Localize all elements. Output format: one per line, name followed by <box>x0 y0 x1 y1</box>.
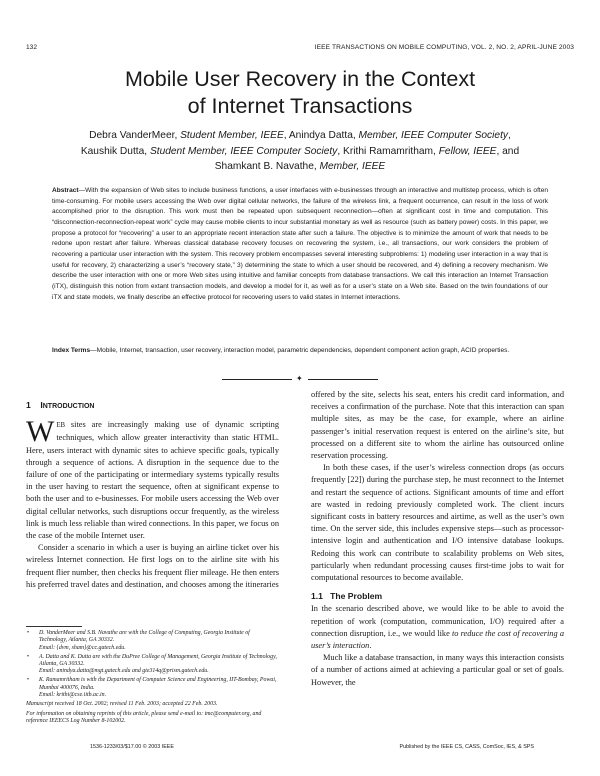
separator-rule-left <box>222 379 292 380</box>
index-terms-label: Index Terms <box>52 347 91 354</box>
intro-paragraph-2: Consider a scenario in which a user is buying an airline ticket over his wireless Internet connection. He first logs on to the airline site with his frequent flier number, then checks his frequent flier mileage. He then enters his preferred travel dates and destination, and chooses among the itineraries <box>26 543 279 589</box>
author-line-3 <box>20 159 580 175</box>
section-separator <box>222 376 378 384</box>
section-heading-introduction: 1 INTRODUCTION <box>26 400 95 410</box>
index-terms <box>52 346 548 357</box>
page-footer <box>26 744 574 752</box>
author-affiliation: Student Member, IEEE <box>180 130 284 141</box>
footnote-affiliation-1: • D. VanderMeer and S.B. Navathe are with the College of Computing, Georgia Institute of Technology, Atlanta, GA 30332. Email: {dvm, sham}@cc.gatech.edu. <box>27 630 250 651</box>
intro-paragraph-3: offered by the site, selects his seat, enters his credit card information, and receives a confirmation of the purchase. Note that this interaction can span multiple sites, as may be the case, for example, where an airline passenger’s initial reservation request is entered on the airline’s site, but processed on a different site to whom the airline has outsourced online reservation processing. <box>311 390 564 461</box>
drop-cap: W <box>26 415 55 449</box>
intro-paragraph-1: WEB sites are increasingly making use of dynamic scripting techniques, which allow greater interactivity than static HTML. Here, users interact with dynamic sites to achieve specific goals, typically through a sequence of actions. A disruption in the sequence due to the failure of one of the participating or intermediary systems typically results in the user having to restart the sequence, often at significant expense to both the user and to e-businesses. For mobile users accessing the Web over digital cellular networks, such disruptions occur frequently, as the wireless link is much less reliable than wired connections. In this paper, we focus on the case of the mobile Internet user. <box>26 415 279 541</box>
footnote-rule <box>26 626 82 627</box>
title-line-2: of Internet Transactions <box>187 94 413 118</box>
diamond-icon: ✦ <box>296 374 303 383</box>
left-column <box>26 399 279 591</box>
author-name: , Krithi Ramamritham, <box>337 145 439 157</box>
reprint-info: For information on obtaining reprints of this article, please send e-mail to: tmc@computer.org, and reference IEEECS Log Number 8-102002. <box>26 710 262 725</box>
running-header <box>26 44 574 54</box>
abstract <box>52 186 548 303</box>
footnotes <box>26 630 279 726</box>
author-affiliation: Fellow, IEEE <box>438 145 497 157</box>
footnote-affiliation-2: • A. Datta and K. Dutta are with the DuPree College of Management, Georgia Institute of Technology, Atlanta, GA 30332. Email: anindya.datta@mgt.gatech.edu and gte314q@prism.gatech.edu. <box>27 653 277 675</box>
problem-paragraph-1: In the scenario described above, we would like to be able to avoid the repetition of work (computation, communication, I/O) required after a connection disruption, i.e., we would like to reduce the cost of recovering a user’s interaction. <box>311 604 564 651</box>
problem-paragraph-2: Much like a database transaction, in many ways this interaction consists of a number of actions aimed at achieving a particular goal or set of goals. However, the <box>311 653 564 687</box>
footnote-affiliation-3: • K. Ramamritham is with the Department of Computer Science and Engineering, IIT-Bombay, Powai, Mumbai 400076, India. Email: krithi@cse.iitb.ac.in. <box>27 677 277 699</box>
manuscript-dates: Manuscript received 18 Oct. 2002; revised 11 Feb. 2003; accepted 22 Feb. 2003. <box>26 701 218 708</box>
author-affiliation: Student Member, IEEE Computer Society <box>149 145 338 157</box>
publisher-line: Published by the IEEE CS, CASS, ComSoc, IES, & SPS <box>399 744 534 750</box>
author-name: , Anindya Datta, <box>283 130 359 141</box>
subsection-heading-problem: 1.1 The Problem <box>311 591 383 602</box>
title-line-1: Mobile User Recovery in the Context <box>124 67 476 91</box>
author-list <box>20 128 580 175</box>
author-affiliation: Member, IEEE Computer Society <box>358 130 509 141</box>
author-name: Debra VanderMeer, <box>89 130 181 141</box>
right-column <box>311 389 564 689</box>
author-name: Shamkant B. Navathe, <box>214 161 320 172</box>
author-name: Kaushik Dutta, <box>80 145 150 157</box>
author-line-1: Debra VanderMeer, Student Member, IEEE, Anindya Datta, Member, IEEE Computer Society, <box>89 130 511 141</box>
abstract-text: —With the expansion of Web sites to include business functions, a user interfaces with e-businesses through an interactive and multistep process, which is often time-consuming. For mobile users accessing the Web over digital cellular networks, the failure of the wireless link, a frequent occurrence, can result in the loss of work accomplished prior to the disruption. This work must then be repeated upon subsequent reconnection—often at significant cost in time and computation. This “disconnection-reconnection-repeat work” cycle may cause mobile clients to incur substantial monetary as well as resource (such as battery power) costs. In this paper, we propose a protocol for “recovering” a user to an appropriate recent interaction state after such a failure. The objective is to minimize the amount of work that needs to be redone upon restart after failure. Whereas classical database recovery focuses on recovering the system, i.e., all transactions, our work considers the problem of recovering a particular user interaction with the system. This recovery problem encompasses several interesting subproblems: 1) modeling user interaction in a way that is useful for recovery, 2) characterizing a user’s “recovery state,” 3) determining the state to which a user should be recovered, and 4) defining a recovery mechanism. We describe the user interaction with one or more Web sites using intuitive and familiar concepts from database transactions. We call this interaction an Internet Transaction (iTX), distinguish this notion from extant transaction models, and develop a model for it, as well as for a user’s state on a Web site. Based on the twin foundations of our iTX and state models, we finally describe an effective protocol for recovering users to valid states in Internet interactions. <box>52 187 548 301</box>
copyright-line: 1536-1233/03/$17.00 © 2003 IEEE <box>90 744 174 750</box>
author-name: , and <box>496 145 520 157</box>
page-number: 132 <box>26 44 38 51</box>
index-terms-text: —Mobile, Internet, transaction, user recovery, interaction model, parametric dependencies, dependent component action graph, ACID properties. <box>90 347 510 354</box>
abstract-label: Abstract <box>52 187 79 194</box>
paper-title <box>40 66 560 120</box>
journal-running-head: IEEE TRANSACTIONS ON MOBILE COMPUTING, VOL. 2, NO. 2, APRIL-JUNE 2003 <box>314 44 574 51</box>
author-line-2 <box>20 144 580 160</box>
intro-paragraph-4: In both these cases, if the user’s wireless connection drops (as occurs frequently [22]) during the purchase step, he must reconnect to the Internet and restart the sequence of actions. Significant amounts of time and effort are wasted in redoing previously completed work. The client incurs significant costs in battery resources and airtime, as well as the user’s own time. On the server side, this includes expensive steps—such as processor-intensive login and authentication and I/O intensive database lookups. Redoing this work can contribute to scalability problems on Web sites, particularly when redundant processing causes first-time jobs to wait for computational resources to become available. <box>311 463 564 583</box>
author-affiliation: Member, IEEE <box>319 161 386 172</box>
separator-rule-right <box>308 379 378 380</box>
